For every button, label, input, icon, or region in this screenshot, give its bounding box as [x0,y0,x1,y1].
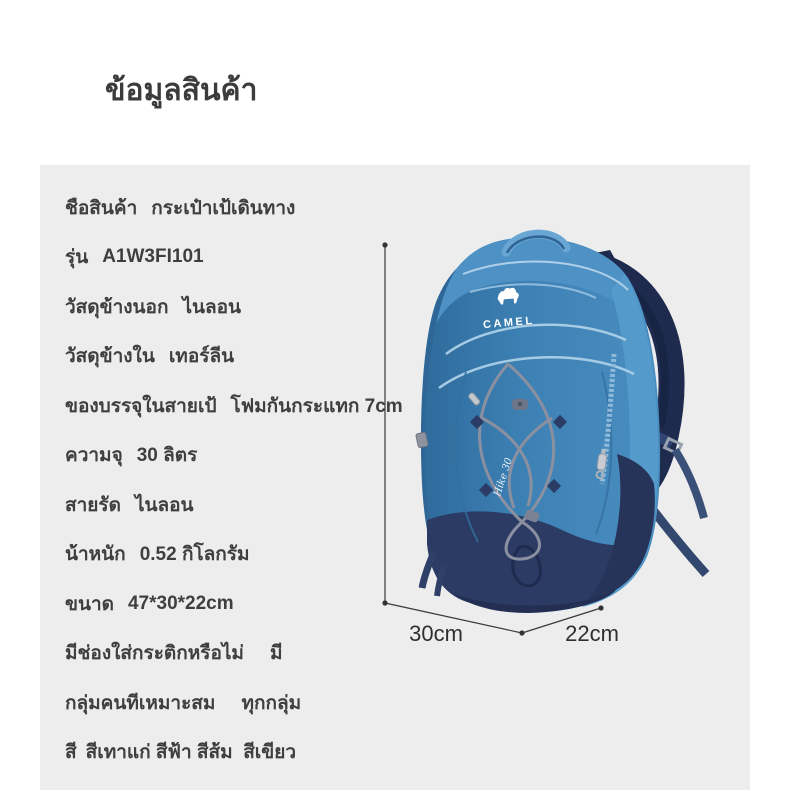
spec-row-capacity [65,431,405,481]
spec-row-target-group [65,678,405,728]
spec-value: สีเทาแก่ สีฟ้า สีส้ม สีเขียว [85,742,297,764]
spec-value: กระเป๋าเป้เดินทาง [151,197,296,219]
spec-label: ขนาด [65,593,114,615]
spec-value: เทอร์ลีน [168,346,235,368]
spec-row-product-name [65,183,405,233]
spec-label: วัสดุข้างใน [65,346,155,368]
spec-value: 30 ลิตร [136,445,198,467]
spec-label: สายรัด [65,494,121,516]
spec-row-weight [65,530,405,580]
spec-value: มี [269,643,283,665]
spec-label: กลุ่มคนทีเหมาะสม [65,692,216,714]
page-title: ข้อมูลสินค้า [105,74,258,107]
spec-label: ความจุ [65,445,123,467]
spec-value: โฟมกันกระแทก 7cm [230,395,403,417]
spec-row-outer-material [65,282,405,332]
brand-logo-text: CAMEL [482,314,536,332]
product-photo [370,222,730,662]
spec-value: A1W3FI101 [102,246,204,268]
spec-value: 47*30*22cm [127,592,234,614]
spec-row-inner-material [65,332,405,382]
spec-value: ไนลอน [134,494,194,516]
spec-label: ชือสินค้า [65,197,138,219]
product-info-panel [40,165,750,790]
spec-label: รุ่น [65,247,89,269]
spec-label: มีช่องใส่กระติกหรือไม่ [65,643,244,665]
spec-row-size [65,579,405,629]
spec-value: 0.52 กิโลกรัม [139,544,250,566]
spec-row-bottle-pocket [65,629,405,679]
spec-row-colors [65,728,405,778]
spec-label: ของบรรจุในสายเป้ [65,395,217,417]
depth-dimension-label: 22cm [565,621,619,646]
spec-list [65,183,405,777]
spec-row-strap-padding [65,381,405,431]
width-dimension-label: 30cm [409,621,463,646]
spec-value: ไนลอน [182,296,242,318]
spec-label: สี [65,742,77,764]
spec-row-model [65,233,405,283]
spec-label: วัสดุข้างนอก [65,296,169,318]
spec-value: ทุกกลุ่ม [241,692,302,714]
spec-label: น้าหนัก [65,544,126,566]
model-script-text: Hike 30 [492,456,516,498]
spec-row-strap [65,480,405,530]
